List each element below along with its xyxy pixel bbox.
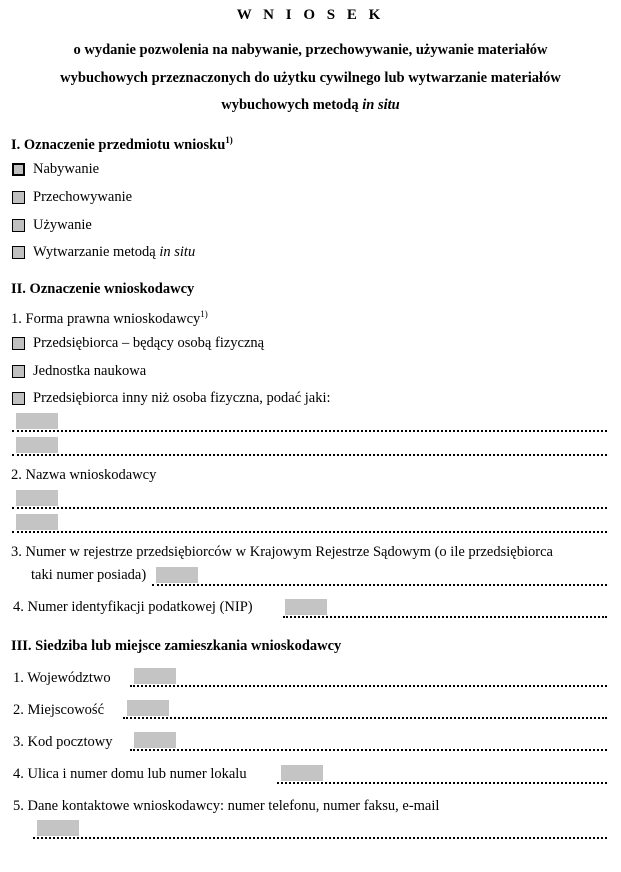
krs-number-field[interactable]	[156, 567, 198, 583]
option-label-przechowywanie: Przechowywanie	[33, 189, 133, 205]
applicant-name-field-2[interactable]	[16, 514, 58, 530]
section2-heading: II. Oznaczenie wnioskodawcy	[11, 281, 195, 297]
dotted-line	[152, 584, 607, 586]
street-field[interactable]	[281, 765, 323, 781]
label-contact: 5. Dane kontaktowe wnioskodawcy: numer telefonu, numer faksu, e-mail	[13, 798, 440, 814]
voivodeship-field[interactable]	[134, 668, 176, 684]
dotted-line	[130, 685, 607, 687]
checkbox-wytwarzanie[interactable]	[12, 246, 25, 259]
other-form-field-1[interactable]	[16, 413, 58, 429]
dotted-line	[283, 616, 607, 618]
contact-field[interactable]	[37, 820, 79, 836]
checkbox-nabywanie[interactable]	[12, 163, 25, 176]
city-field[interactable]	[127, 700, 169, 716]
document-subtitle-line3: wybuchowych metodą in situ	[221, 97, 400, 113]
label-street: 4. Ulica i numer domu lub numer lokalu	[13, 766, 247, 782]
dotted-line	[277, 782, 607, 784]
question-nip: 4. Numer identyfikacji podatkowej (NIP)	[13, 599, 253, 615]
dotted-line	[123, 717, 607, 719]
form-label-other: Przedsiębiorca inny niż osoba fizyczna, podać jaki:	[33, 390, 331, 406]
nip-field[interactable]	[285, 599, 327, 615]
question-krs-number-cont: taki numer posiada)	[31, 567, 147, 583]
label-postal-code: 3. Kod pocztowy	[13, 734, 113, 750]
dotted-line	[12, 430, 607, 432]
checkbox-form-other[interactable]	[12, 392, 25, 405]
label-city: 2. Miejscowość	[13, 702, 105, 718]
checkbox-form-research-unit[interactable]	[12, 365, 25, 378]
dotted-line	[33, 837, 607, 839]
document-subtitle-line2: wybuchowych przeznaczonych do użytku cywilnego lub wytwarzanie materiałów	[60, 70, 561, 86]
question-applicant-name: 2. Nazwa wnioskodawcy	[11, 467, 157, 483]
option-label-nabywanie: Nabywanie	[33, 161, 100, 177]
section3-heading: III. Siedziba lub miejsce zamieszkania wnioskodawcy	[11, 638, 342, 654]
dotted-line	[130, 749, 607, 751]
label-voivodeship: 1. Województwo	[13, 670, 111, 686]
section1-heading: I. Oznaczenie przedmiotu wniosku$^{1)}$	[11, 135, 233, 153]
checkbox-przechowywanie[interactable]	[12, 191, 25, 204]
document-subtitle-line1: o wydanie pozwolenia na nabywanie, przechowywanie, używanie materiałów	[73, 42, 548, 58]
dotted-line	[12, 531, 607, 533]
other-form-field-2[interactable]	[16, 437, 58, 453]
dotted-line	[12, 507, 607, 509]
checkbox-uzywanie[interactable]	[12, 219, 25, 232]
option-label-wytwarzanie: Wytwarzanie metodą in situ	[33, 244, 196, 260]
question-krs-number: 3. Numer w rejestrze przedsiębiorców w Krajowym Rejestrze Sądowym (o ile przedsiębiorca	[11, 544, 553, 560]
checkbox-form-natural-person[interactable]	[12, 337, 25, 350]
postal-code-field[interactable]	[134, 732, 176, 748]
question-legal-form: 1. Forma prawna wnioskodawcy$^{1)}$	[11, 309, 208, 327]
dotted-line	[12, 454, 607, 456]
form-label-natural-person: Przedsiębiorca – będący osobą fizyczną	[33, 335, 265, 351]
form-label-research-unit: Jednostka naukowa	[33, 363, 147, 379]
option-label-uzywanie: Używanie	[33, 217, 92, 233]
applicant-name-field-1[interactable]	[16, 490, 58, 506]
document-title: W N I O S E K	[236, 7, 385, 23]
